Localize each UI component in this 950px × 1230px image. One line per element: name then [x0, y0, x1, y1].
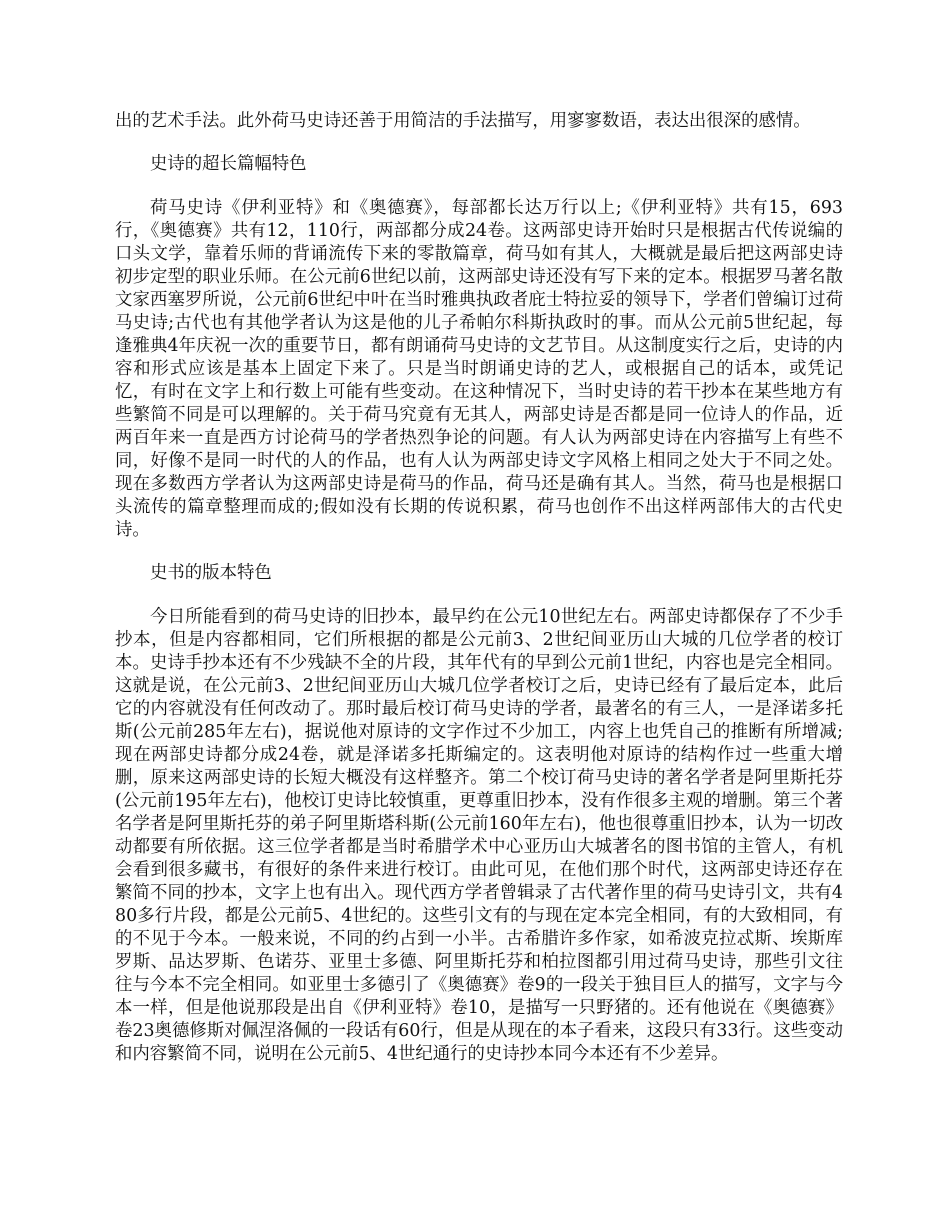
- section-heading-length: 史诗的超长篇幅特色: [150, 154, 307, 174]
- section-paragraph-length: 荷马史诗《伊利亚特》和《奥德赛》，每部都长达万行以上;《伊利亚特》共有15，693行，《奥德赛》共有12，110行，两部都分成24卷。这两部史诗开始时只是根据古代传说编的口头文学，靠着乐师的背诵流传下来的零散篇章，荷马如有其人，大概就是最后把这两部史诗初步定型的职业乐师。在公元前6世纪以前，这两部史诗还没有写下来的定本。根据罗马著名散文家西塞罗所说，公元前6世纪中叶在当时雅典执政者庇士特拉妥的领导下，学者们曾编订过荷马史诗;古代也有其他学者认为这是他的儿子希帕尔科斯执政时的事。而从公元前5世纪起，每逢雅典4年庆祝一次的重要节日，都有朗诵荷马史诗的文艺节目。从这制度实行之后，史诗的内容和形式应该是基本上固定下来了。只是当时朗诵史诗的艺人，或根据自己的话本，或凭记忆，有时在文字上和行数上可能有些变动。在这种情况下，当时史诗的若干抄本在某些地方有些繁简不同是可以理解的。关于荷马究竟有无其人，两部史诗是否都是同一位诗人的作品，近两百年来一直是西方讨论荷马的学者热烈争论的问题。有人认为两部史诗在内容描写上有些不同，好像不是同一时代的人的作品，也有人认为两部史诗文字风格上相同之处大于不同之处。现在多数西方学者认为这两部史诗是荷马的作品，荷马还是确有其人。当然，荷马也是根据口头流传的篇章整理而成的;假如没有长期的传说积累，荷马也创作不出这样两部伟大的古代史诗。: [115, 198, 843, 540]
- intro-continuation-paragraph: 出的艺术手法。此外荷马史诗还善于用简洁的手法描写，用寥寥数语，表达出很深的感情。: [115, 111, 811, 131]
- section-paragraph-versions: 今日所能看到的荷马史诗的旧抄本，最早约在公元10世纪左右。两部史诗都保存了不少手抄本，但是内容都相同，它们所根据的都是公元前3、2世纪间亚历山大城的几位学者的校订本。史诗手抄本还有不少残缺不全的片段，其年代有的早到公元前1世纪，内容也是完全相同。这就是说，在公元前3、2世纪间亚历山大城几位学者校订之后，史诗已经有了最后定本，此后它的内容就没有任何改动了。那时最后校订荷马史诗的学者，最著名的有三人，一是泽诺多托斯(公元前285年左右)，据说他对原诗的文字作过不少加工，内容上也凭自己的推断有所增减;现在两部史诗都分成24卷，就是泽诺多托斯编定的。这表明他对原诗的结构作过一些重大增删，原来这两部史诗的长短大概没有这样整齐。第二个校订荷马史诗的著名学者是阿里斯托芬(公元前195年左右)，他校订史诗比较慎重，更尊重旧抄本，没有作很多主观的增删。第三个著名学者是阿里斯托芬的弟子阿里斯塔科斯(公元前160年左右)，他也很尊重旧抄本，认为一切改动都要有所依据。这三位学者都是当时希腊学术中心亚历山大城著名的图书馆的主管人，有机会看到很多藏书，有很好的条件来进行校订。由此可见，在他们那个时代，这两部史诗还存在繁简不同的抄本，文字上也有出入。现代西方学者曾辑录了古代著作里的荷马史诗引文，共有480多行片段，都是公元前5、4世纪的。这些引文有的与现在定本完全相同，有的大致相同，有的不见于今本。一般来说，不同的约占到一小半。古希腊许多作家，如希波克拉忒斯、埃斯库罗斯、品达罗斯、色诺芬、亚里士多德、阿里斯托芬和柏拉图都引用过荷马史诗，那些引文往往与今本不完全相同。如亚里士多德引了《奥德赛》卷9的一段关于独目巨人的描写，文字与今本一样，但是他说那段是出自《伊利亚特》卷10，是描写一只野猪的。还有他说在《奥德赛》卷23奥德修斯对佩涅洛佩的一段话有60行，但是从现在的本子看来，这段只有33行。这些变动和内容繁简不同，说明在公元前5、4世纪通行的史诗抄本同今本还有不少差异。: [115, 607, 843, 1064]
- section-heading-versions: 史书的版本特色: [150, 563, 272, 583]
- document-body: [115, 110, 843, 1066]
